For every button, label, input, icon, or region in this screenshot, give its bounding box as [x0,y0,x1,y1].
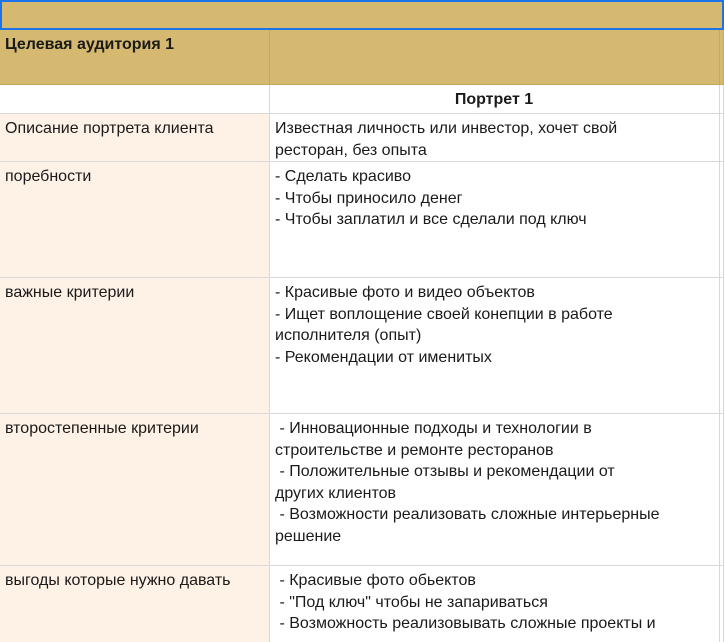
value-line: решение [275,527,342,545]
table-row[interactable] [0,114,724,162]
value-line: - Инновационные подходы и технологии в [275,420,592,437]
value-line: Известная личность или инвестор, хочет свой [275,120,618,137]
table-row[interactable] [0,566,724,642]
value-line: строительстве и ремонте ресторанов [275,441,554,459]
portrait-header-row[interactable] [0,85,724,114]
portrait-header-empty-cell[interactable] [0,85,270,114]
portrait-header-label: Портрет 1 [454,91,534,108]
value-line: - Чтобы заплатил и все сделали под ключ [275,211,587,228]
row-edge-cell[interactable] [720,566,724,642]
row-value-cell[interactable] [270,414,720,566]
row-label-cell[interactable] [0,566,270,642]
row-edge-cell[interactable] [720,162,724,278]
row-value-cell[interactable] [270,114,720,162]
portrait-header-cell[interactable] [270,85,720,114]
value-line: - Положительные отзывы и рекомендации от [275,463,615,480]
value-line: - Ищет воплощение своей конепции в работе [275,305,613,323]
value-line: исполнителя (опыт) [275,327,422,344]
row-label-cell[interactable] [0,414,270,566]
value-line: - Красивые фото обьектов [275,572,476,589]
value-line: - Возможность реализовывать сложные проекты и [275,615,656,632]
value-line: - "Под ключ" чтобы не запариваться [275,593,548,611]
portrait-header-edge-cell[interactable] [720,85,724,114]
value-line: ресторан, без опыта [275,141,427,159]
header-row[interactable] [0,30,724,85]
target-audience-title: Целевая аудитория 1 [5,36,175,53]
value-line: - Возможности реализовать сложные интерьерные [275,506,660,523]
row-edge-cell[interactable] [720,114,724,162]
row-value-cell[interactable] [270,278,720,414]
value-line: - Рекомендации от именитых [275,348,492,366]
selected-cell-range[interactable] [0,0,724,30]
row-label: Описание портрета клиента [5,120,214,137]
value-line: - Чтобы приносило денег [275,189,463,207]
row-value-cell[interactable] [270,566,720,642]
value-line: других клиентов [275,484,397,502]
row-label-cell[interactable] [0,162,270,278]
row-edge-cell[interactable] [720,414,724,566]
table-row[interactable] [0,162,724,278]
header-edge-cell[interactable] [720,30,724,85]
value-line: - Красивые фото и видео объектов [275,284,535,301]
row-label-cell[interactable] [0,278,270,414]
value-line: - Сделать красиво [275,168,411,185]
target-audience-title-cell[interactable] [0,30,270,85]
row-label: выгоды которые нужно давать [5,572,231,589]
table-row[interactable] [0,278,724,414]
top-row[interactable] [0,0,724,30]
row-edge-cell[interactable] [720,278,724,414]
row-label: важные критерии [5,284,135,301]
row-label-cell[interactable] [0,114,270,162]
row-value-cell[interactable] [270,162,720,278]
row-label: поребности [5,168,92,185]
header-empty-cell[interactable] [270,30,720,85]
row-label: второстепенные критерии [5,420,199,437]
table-row[interactable] [0,414,724,566]
